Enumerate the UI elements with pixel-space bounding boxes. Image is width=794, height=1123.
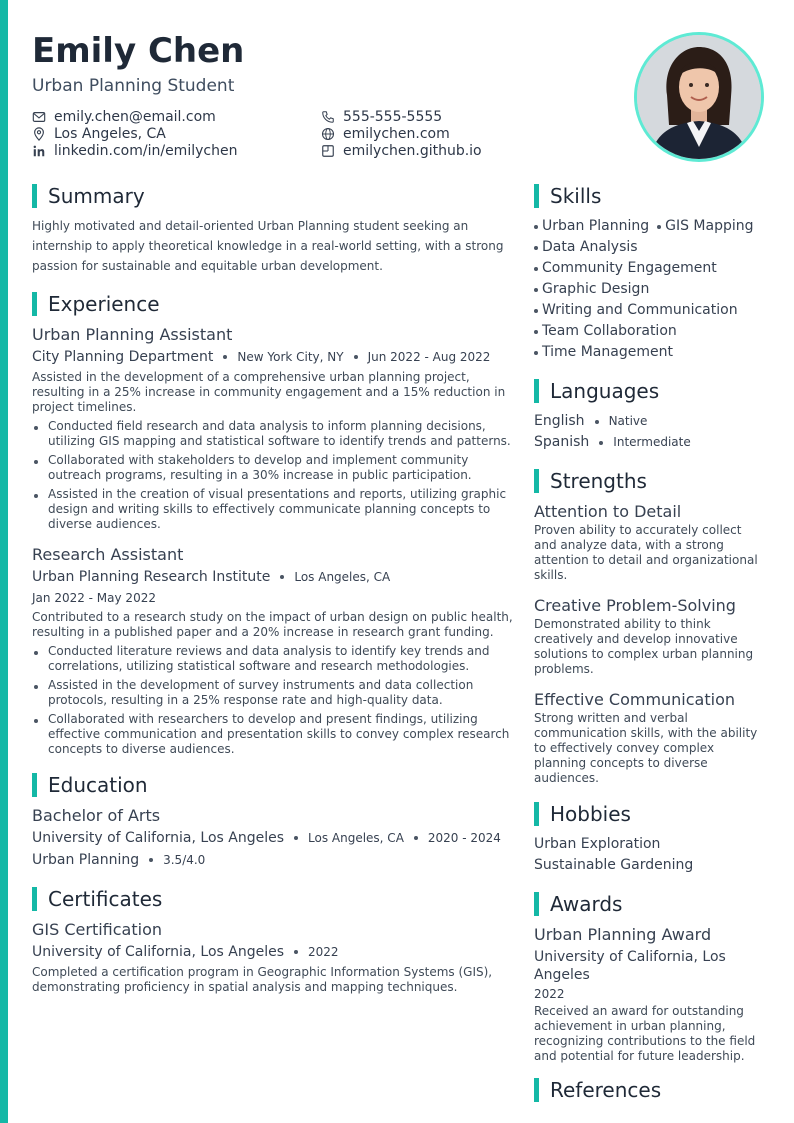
job-meta [32,346,514,368]
summary-heading: Summary [48,184,145,208]
section-title-education [32,773,514,797]
major: Urban Planning [32,852,140,868]
skills-list [534,216,766,363]
candidate-name: Emily Chen [32,31,245,71]
email-text: emily.chen@email.com [54,108,216,125]
phone-icon [321,110,335,124]
contact-github[interactable] [321,142,551,159]
section-title-hobbies [534,802,766,826]
skill-item: Writing and Communication [534,300,738,321]
section-accent [534,892,539,916]
portfolio-icon [321,144,335,158]
separator-dot [414,836,418,840]
skills-heading: Skills [550,184,602,208]
award-name: Urban Planning Award [534,925,712,944]
section-title-summary [32,184,514,208]
references-heading: References [550,1078,662,1102]
job-org: City Planning Department [32,349,214,365]
job-bullets [32,419,514,532]
certificate-description: Completed a certification program in Geographic Information Systems (GIS), demonstrating proficiency in spatial analysis and mapping techniques. [32,965,493,994]
job-bullets [32,644,514,757]
separator-dot [595,420,599,424]
certificate-issuer: University of California, Los Angeles [32,944,285,960]
education-heading: Education [48,773,148,797]
language-level: Intermediate [613,435,691,449]
job-title: Urban Planning Assistant [32,325,233,344]
separator-dot [223,355,227,359]
strengths-list [534,501,766,786]
github-text: emilychen.github.io [343,142,482,159]
separator-dot [294,950,298,954]
profile-photo [634,32,764,162]
job-location: Los Angeles, CA [294,570,391,584]
section-accent [534,469,539,493]
job-bullet: Assisted in the development of survey instruments and data collection protocols, resulting in a 25% response rate and high-quality data. [32,678,514,708]
language-level: Native [608,414,648,428]
accent-bar [0,0,8,1123]
summary-text: Highly motivated and detail-oriented Urban Planning student seeking an internship to apply theoretical knowledge in a real-world setting, with a strong passion for sustainable and equitable urban development. [32,219,504,273]
separator-dot [149,858,153,862]
section-title-references [534,1078,766,1102]
language-name: English [534,413,585,429]
contact-linkedin[interactable] [32,142,321,159]
separator-dot [294,836,298,840]
section-title-experience [32,292,514,316]
section-accent [534,1078,539,1102]
mail-icon [32,110,46,124]
certificate-meta [32,941,514,963]
section-accent [32,292,37,316]
right-column [534,184,766,1110]
job-title: Research Assistant [32,545,184,564]
hobbies-list [534,834,766,876]
job-bullet: Assisted in the creation of visual presentations and reports, utilizing graphic design and writing skills to effectively communicate planning concepts to diverse audiences. [32,487,514,532]
job-location: New York City, NY [237,350,344,364]
job-bullet: Collaborated with researchers to develop and present findings, utilizing effective communication and presentation skills to convey complex research concepts to diverse audiences. [32,712,514,757]
section-accent [534,802,539,826]
linkedin-text: linkedin.com/in/emilychen [54,142,238,159]
school: University of California, Los Angeles [32,830,285,846]
section-title-awards [534,892,766,916]
section-accent [32,773,37,797]
language-name: Spanish [534,434,590,450]
job-dates: Jun 2022 - Aug 2022 [367,350,491,364]
strength-title: Attention to Detail [534,502,682,521]
award-description: Received an award for outstanding achievement in urban planning, recognizing contributions to the field and potential for future leadership. [534,1004,756,1063]
degree: Bachelor of Arts [32,806,161,825]
skill-item: GIS Mapping [657,216,753,237]
section-title-strengths [534,469,766,493]
strength-description: Demonstrated ability to think creatively and develop innovative solutions to complex urban planning problems. [534,617,754,676]
portrait-image [637,35,761,159]
contact-info [32,108,552,159]
languages-list [534,411,766,453]
language-item [534,411,766,432]
awards-heading: Awards [550,892,623,916]
section-title-certificates [32,887,514,911]
major-line [32,849,514,871]
job-description: Assisted in the development of a comprehensive urban planning project, resulting in a 25% increase in community engagement and a 15% reduction in project timelines. [32,370,506,414]
job-meta [32,566,514,588]
skill-item: Community Engagement [534,258,717,279]
section-accent [534,379,539,403]
job-org: Urban Planning Research Institute [32,569,271,585]
separator-dot [599,441,603,445]
section-title-languages [534,379,766,403]
strength-title: Creative Problem-Solving [534,596,736,615]
skill-item: Urban Planning [534,216,649,237]
contact-location [32,125,321,142]
education-years: 2020 - 2024 [427,831,501,845]
section-accent [32,184,37,208]
location-text: Los Angeles, CA [54,125,166,142]
job-dates: Jan 2022 - May 2022 [32,591,156,605]
award-entry [534,924,766,1064]
phone-text: 555-555-5555 [343,108,443,125]
strength-title: Effective Communication [534,690,735,709]
globe-icon [321,127,335,141]
job-bullet: Conducted literature reviews and data analysis to identify key trends and correlations, utilizing statistical software and research methodologies. [32,644,514,674]
strength-description: Strong written and verbal communication skills, with the ability to effectively convey complex planning concepts to diverse audiences. [534,711,758,785]
education-entry [32,805,514,871]
languages-heading: Languages [550,379,660,403]
hobbies-heading: Hobbies [550,802,631,826]
strength-description: Proven ability to accurately collect and analyze data, with a strong attention to detail and organizational skills. [534,523,758,582]
job-description: Contributed to a research study on the impact of urban design on public health, resulting in a published paper and a 20% increase in research grant funding. [32,610,513,639]
school-location: Los Angeles, CA [308,831,404,845]
section-accent [534,184,539,208]
skill-item: Team Collaboration [534,321,677,342]
strengths-heading: Strengths [550,469,647,493]
separator-dot [280,575,284,579]
hobby-item: Sustainable Gardening [534,857,694,873]
section-accent [32,887,37,911]
contact-website[interactable] [321,125,551,142]
certificates-heading: Certificates [48,887,163,911]
certificate-entry [32,919,514,995]
language-item [534,432,766,453]
linkedin-icon [32,144,46,158]
left-column [32,184,514,1007]
contact-phone[interactable] [321,108,551,125]
award-issuer: University of California, Los Angeles [534,949,726,983]
separator-dot [354,355,358,359]
education-meta [32,827,514,849]
hobby-item: Urban Exploration [534,836,661,852]
resume-header [32,30,592,96]
job-entry [32,544,514,757]
section-title-skills [534,184,766,208]
contact-email[interactable] [32,108,321,125]
experience-heading: Experience [48,292,160,316]
website-text: emilychen.com [343,125,450,142]
location-pin-icon [32,127,46,141]
skill-item: Graphic Design [534,279,649,300]
skill-item: Data Analysis [534,237,638,258]
job-bullet: Conducted field research and data analysis to inform planning decisions, utilizing GIS mapping and statistical software to identify trends and patterns. [32,419,514,449]
job-bullet: Collaborated with stakeholders to develop and implement community outreach programs, resulting in a 30% increase in public participation. [32,453,514,483]
award-year: 2022 [534,987,565,1001]
certificate-name: GIS Certification [32,920,162,939]
job-entry [32,324,514,532]
gpa: 3.5/4.0 [163,853,206,867]
certificate-year: 2022 [308,945,339,959]
candidate-role: Urban Planning Student [32,76,235,96]
skill-item: Time Management [534,342,673,363]
